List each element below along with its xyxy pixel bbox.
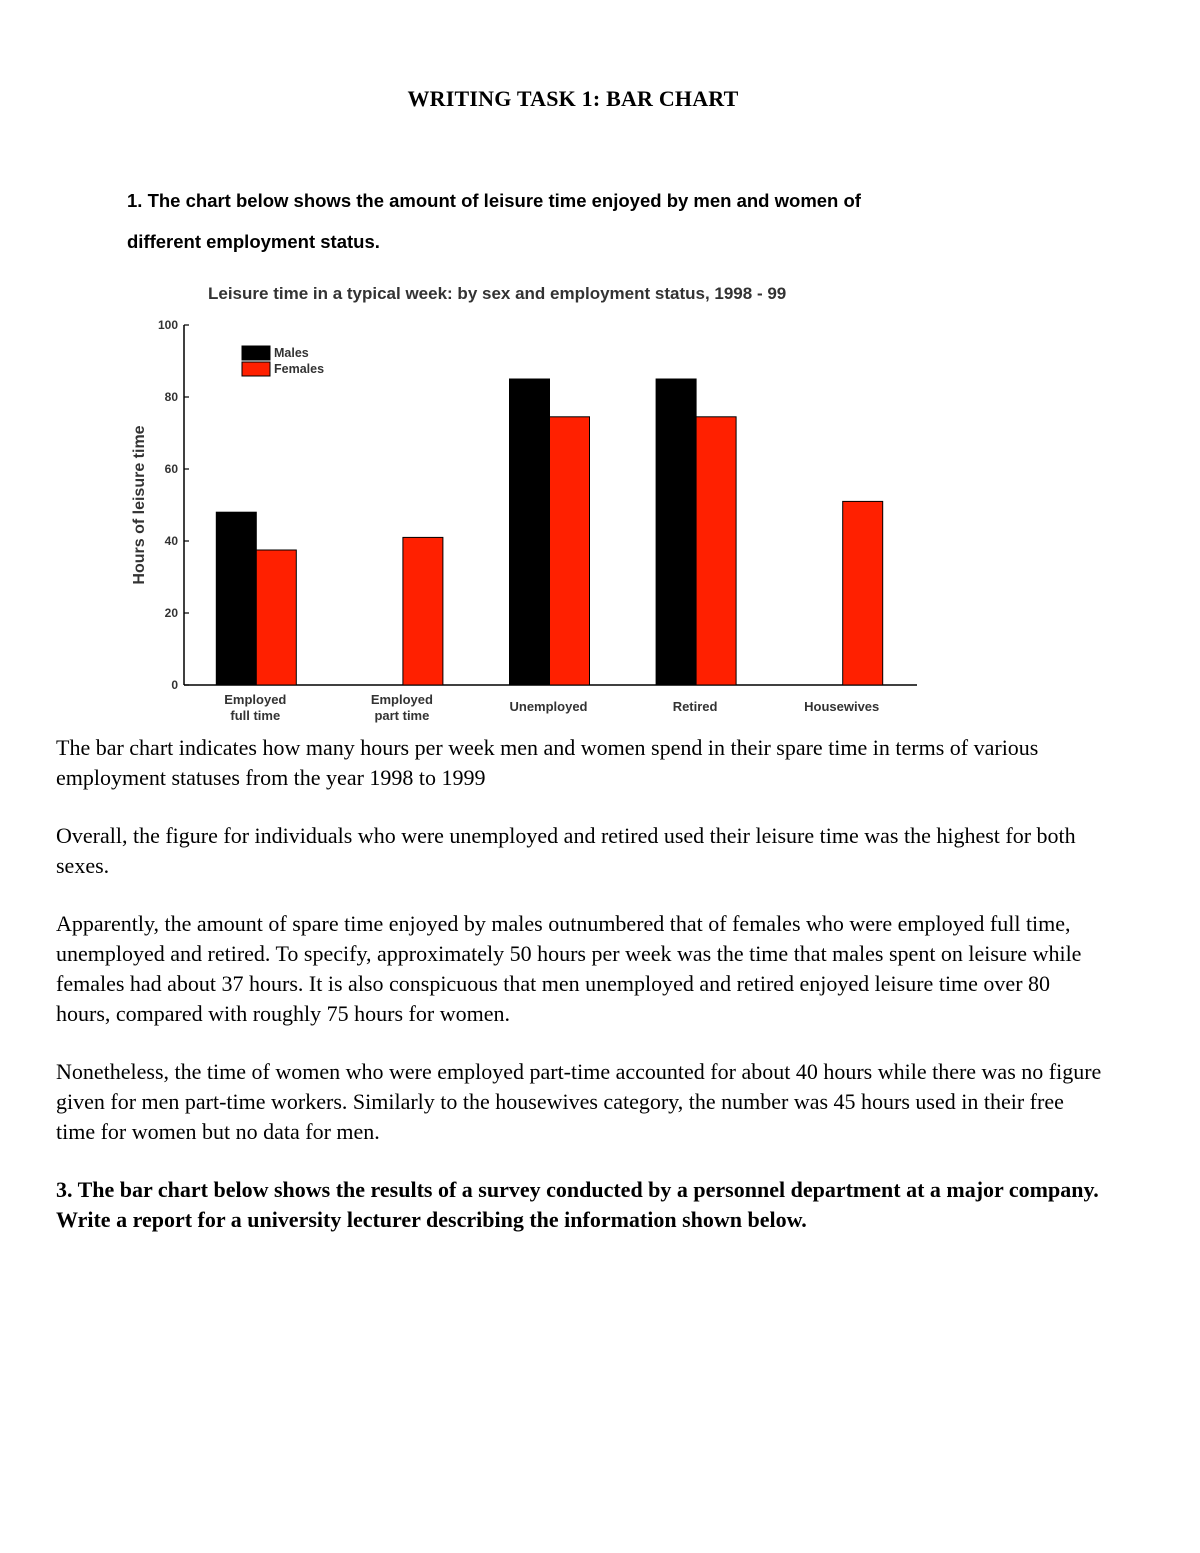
x-tick-label: Housewives: [804, 699, 880, 714]
legend-swatch-females: [242, 362, 270, 376]
bar-females: [256, 550, 296, 685]
bar-females: [843, 501, 883, 685]
y-axis-title: Hours of leisure time: [131, 425, 148, 585]
legend-label-females: Females: [274, 362, 325, 376]
bar-females: [403, 537, 443, 685]
legend-swatch-males: [242, 346, 270, 360]
y-tick-label: 100: [157, 318, 178, 332]
chart-title: Leisure time in a typical week: by sex and employment status, 1998 - 99: [208, 284, 787, 303]
essay-paragraph-overview: Overall, the figure for individuals who were unemployed and retired used their leisure time was the highest for both sexes.: [56, 823, 1076, 878]
y-tick-label: 80: [164, 390, 178, 404]
task-question-line2: different employment status.: [127, 231, 380, 252]
bar-females: [550, 417, 590, 685]
x-tick-label: full time: [230, 708, 281, 723]
bar-females: [696, 417, 736, 685]
essay-paragraph-part-time: Nonetheless, the time of women who were employed part-time accounted for about 40 hours while there was no figure given for men part-time workers. Similarly to the housewives category, the number was 45 hours used in their free time for women but no data for men.: [56, 1059, 1102, 1144]
task-3-question: 3. The bar chart below shows the results of a survey conducted by a personnel department at a major company. Write a report for a university lecturer describing the information shown below.: [56, 1177, 1099, 1232]
task-question-line1: 1. The chart below shows the amount of leisure time enjoyed by men and women of: [127, 190, 861, 211]
y-tick-label: 20: [164, 606, 178, 620]
bar-males: [510, 379, 550, 685]
essay: [56, 733, 1106, 1263]
x-tick-label: Unemployed: [509, 699, 588, 714]
x-tick-label: Employed: [224, 692, 287, 707]
legend-label-males: Males: [274, 346, 309, 360]
y-tick-label: 60: [164, 462, 178, 476]
x-tick-label: part time: [374, 708, 430, 723]
task-question: [127, 180, 987, 262]
bar-males: [216, 512, 256, 685]
bar-chart: [120, 308, 940, 728]
essay-paragraph-intro: The bar chart indicates how many hours per week men and women spend in their spare time in terms of various employment statuses from the year 1998 to 1999: [56, 735, 1039, 790]
bar-males: [656, 379, 696, 685]
y-tick-label: 0: [171, 678, 178, 692]
y-tick-label: 40: [164, 534, 178, 548]
essay-paragraph-details: Apparently, the amount of spare time enjoyed by males outnumbered that of females who were employed full time, unemployed and retired. To specify, approximately 50 hours per week was the time that males spent on leisure while females had about 37 hours. It is also conspicuous that men unemployed and retired enjoyed leisure time over 80 hours, compared with roughly 75 hours for women.: [56, 911, 1082, 1026]
page-heading: WRITING TASK 1: BAR CHART: [407, 86, 739, 111]
x-tick-label: Employed: [370, 692, 433, 707]
x-tick-label: Retired: [672, 699, 718, 714]
